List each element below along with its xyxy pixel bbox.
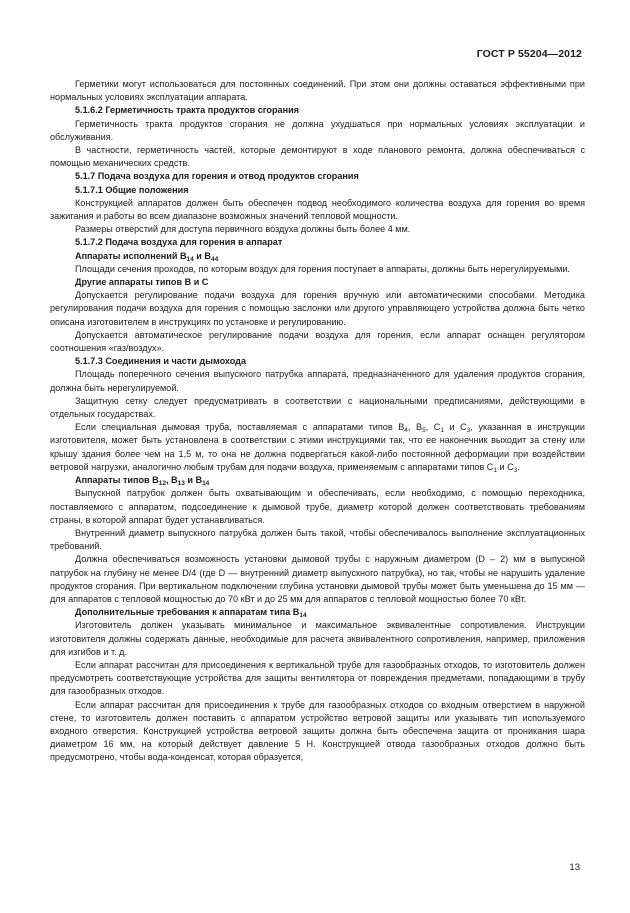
paragraph bbox=[50, 78, 585, 104]
document-code: ГОСТ Р 55204—2012 bbox=[476, 48, 582, 60]
paragraph bbox=[50, 223, 585, 236]
text-run: Герметики могут использоваться для постоянных соединений. При этом они должны оставаться эффективными при нормальных условиях эксплуатации аппарата. bbox=[50, 79, 585, 103]
paragraph bbox=[50, 487, 585, 527]
text-run: , указанная в инструкции изготовителя, может быть установлена в соответствии с этими инструкциями так, что ее наконечник выходит за стену или крышу здания более чем на 1,5 м, то она не должна подвергаться какой-либо постоянной деформации при воздействии ветровой нагрузки, аналогично любым трубам для подачи воздуха, применяемым с аппаратами типов C bbox=[50, 422, 585, 472]
text-run: Другие аппараты типов B и C bbox=[75, 277, 209, 288]
paragraph bbox=[50, 527, 585, 553]
text-run: Площадь поперечного сечения выпускного патрубка аппарата, предназначенного для удаления продуктов сгорания, должна быть нерегулируемой. bbox=[50, 369, 585, 393]
text-run: Выпускной патрубок должен быть охватывающим и обеспечивать, если необходимо, с помощью переходника, поставляемого с аппаратом, подсоединение к дымовой трубе, диаметр которой должен соответствовать требованиям страны, в которой аппарат будет устанавливаться. bbox=[50, 488, 585, 525]
section-heading bbox=[50, 104, 585, 117]
subscript: 12 bbox=[158, 480, 166, 488]
paragraph bbox=[50, 144, 585, 170]
paragraph bbox=[50, 659, 585, 699]
subscript: 3 bbox=[466, 427, 471, 435]
paragraph bbox=[50, 699, 585, 765]
text-run: , C bbox=[425, 422, 441, 433]
text-run: Площади сечения проходов, по которым воздух для горения поступает в аппараты, должны быть нерегулируемыми. bbox=[75, 263, 570, 274]
text-run: Изготовитель должен указывать минимальное и максимальное эквивалентные сопротивления. Инструкции изготовителя должны содержать данные, необходимые для расчета эквивалентного сопротивления, например, приложения для изгибов и т. д. bbox=[50, 620, 585, 657]
text-run: и B bbox=[184, 475, 203, 486]
text-run: и B bbox=[193, 250, 211, 261]
text-run: Допускается автоматическое регулирование подачи воздуха для горения, если аппарат оснащен регулятором соотношения «газ/воздух». bbox=[50, 329, 585, 354]
section-heading bbox=[50, 355, 585, 368]
text-run: В частности, герметичность частей, которые демонтируют в ходе планового ремонта, должна обеспечиваться с помощью механических средств. bbox=[50, 145, 585, 169]
page-number: 13 bbox=[569, 862, 580, 873]
section-heading bbox=[50, 184, 585, 197]
document-body bbox=[50, 78, 585, 765]
text-run: 5.1.7.1 Общие положения bbox=[75, 184, 189, 195]
text-run: Герметичность тракта продуктов сгорания не должна ухудшаться при нормальных условиях эксплуатации и обслуживания. bbox=[50, 118, 585, 142]
text-run: Защитную сетку следует предусматривать в соответствии с национальными предписаниями, действующими в отдельных государствах. bbox=[50, 395, 585, 420]
subscript: 1 bbox=[493, 466, 497, 474]
paragraph bbox=[50, 118, 585, 144]
section-heading bbox=[50, 606, 585, 619]
text-run: Должна обеспечиваться возможность установки дымовой трубы с наружным диаметром (D – 2) мм в выпускной патрубок на глубину не менее D/4 (где D — внутренний диаметр выпускного патрубка), но так, чтобы не нарушить удаление продуктов сгорания. При вертикальном подключении глубина установки дымовой трубы может быть уменьшена до 15 мм — для аппаратов с тепловой мощностью до 70 кВт и до 25 мм для аппаратов с тепловой мощностью более 70 кВт. bbox=[50, 554, 585, 604]
text-run: . bbox=[517, 461, 520, 472]
paragraph bbox=[50, 289, 585, 329]
subscript: 14 bbox=[202, 480, 210, 488]
text-run: , B bbox=[165, 475, 178, 486]
subscript: 3 bbox=[513, 466, 518, 474]
text-run: Аппараты исполнений B bbox=[75, 250, 187, 261]
text-run: Конструкцией аппаратов должен быть обеспечен подвод необходимого количества воздуха для горения во время зажигания и работы во всем диапазоне возможных значений тепловой мощности. bbox=[50, 197, 585, 222]
paragraph bbox=[50, 263, 585, 276]
subscript: 5 bbox=[422, 427, 426, 435]
text-run: Дополнительные требования к аппаратам типа B bbox=[75, 607, 300, 618]
paragraph bbox=[50, 421, 585, 474]
text-run: Допускается регулирование подачи воздуха для горения вручную или автоматическими способами. Методика регулирования подачи воздуха для горения с помощью заслонки или другого управляющего устройства должна быть четко описана изготовителем в инструкциях по установке и регулированию. bbox=[50, 290, 585, 327]
text-run: Внутренний диаметр выпускного патрубка должен быть такой, чтобы обеспечивалось выполнение эксплуатационных требований. bbox=[50, 527, 585, 552]
section-heading bbox=[50, 236, 585, 249]
text-run: 5.1.7.2 Подача воздуха для горения в аппарат bbox=[75, 237, 283, 248]
section-heading bbox=[50, 474, 585, 487]
paragraph bbox=[50, 368, 585, 394]
section-heading bbox=[50, 276, 585, 289]
paragraph bbox=[50, 395, 585, 421]
text-run: Если аппарат рассчитан для присоединения к вертикальной трубе для газообразных отходов, то изготовитель должен предусмотреть соответствующие устройства для защиты вентилятора от повреждения предметами, попадающими в трубу для газообразных отходов. bbox=[50, 659, 585, 697]
subscript: 44 bbox=[211, 255, 219, 263]
subscript: 4 bbox=[404, 427, 408, 435]
text-run: и C bbox=[443, 422, 467, 433]
subscript: 14 bbox=[299, 612, 307, 620]
subscript: 14 bbox=[186, 255, 194, 263]
text-run: и C bbox=[497, 461, 514, 472]
text-run: 5.1.7 Подача воздуха для горения и отвод продуктов сгорания bbox=[75, 171, 359, 182]
text-run: Если аппарат рассчитан для присоединения к трубе для газообразных отходов со входным отверстием в наружной стене, то изготовитель должен поставить с аппаратом устройство ветровой защиты или указывать тип используемого входного отверстия. Конструкцией устройства ветровой защиты должна быть обеспечена защита от проникания шара диаметром 16 мм, на который действует давление 5 Н. Конструкцией отвода газообразных отходов должно быть предусмотрено, чтобы вода-конденсат, которая образуется, bbox=[50, 699, 585, 763]
text-run: Если специальная дымовая труба, поставляемая с аппаратами типов B bbox=[75, 422, 405, 433]
text-run: 5.1.6.2 Герметичность тракта продуктов сгорания bbox=[75, 105, 299, 116]
paragraph bbox=[50, 197, 585, 223]
text-run: 5.1.7.3 Соединения и части дымохода bbox=[75, 356, 246, 367]
subscript: 1 bbox=[440, 427, 444, 435]
paragraph bbox=[50, 329, 585, 355]
text-run: Размеры отверстий для доступа первичного воздуха должны быть более 4 мм. bbox=[75, 224, 411, 235]
text-run: , B bbox=[407, 422, 423, 433]
subscript: 13 bbox=[177, 480, 185, 488]
text-run: Аппараты типов B bbox=[75, 475, 159, 486]
paragraph bbox=[50, 619, 585, 659]
section-heading bbox=[50, 250, 585, 263]
section-heading bbox=[50, 170, 585, 183]
paragraph bbox=[50, 553, 585, 606]
